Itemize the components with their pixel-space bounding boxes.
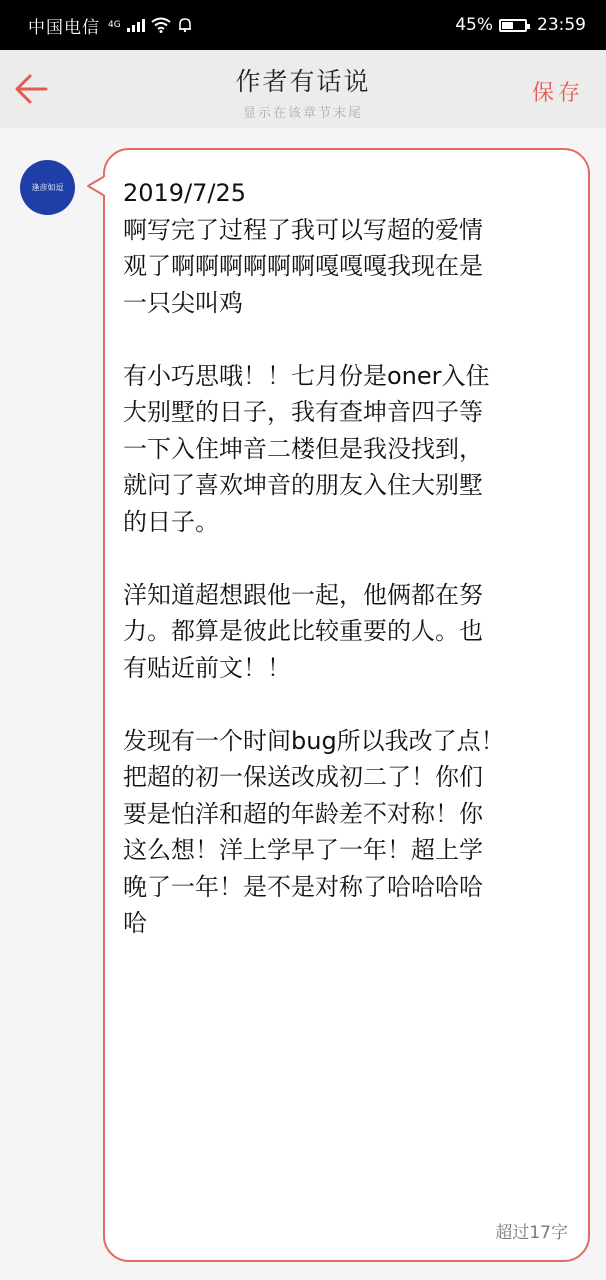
page-title: 作者有话说	[235, 67, 371, 96]
page-subtitle: 显示在该章节末尾	[242, 106, 363, 121]
note-textarea[interactable]: 2019/7/25 啊写完了过程了我可以写超的爱情 观了啊啊啊啊啊啊嘎嘎嘎我现在是 一只尖叫鸡 有小巧思哦！！七月份是oner入住 大别墅的日子，我有查坤音四子等 一下入住坤音二楼但是我没找到， 就问了喜欢坤音的朋友入住大别墅 的日子。 洋知道超想跟他一起，他俩都在努 力。都算是彼此比较重要的人。也 有贴近前文！！ 发现有一个时间bug所以我改了点！ 把超的初一保送改成初二了！你们 要是怕洋和超的年龄差不对称！你 这么想！洋上学早了一年！超上学 晚了一年！是不是对称了哈哈哈哈 哈	[123, 179, 505, 937]
battery-icon	[499, 19, 527, 32]
bubble-tail	[86, 176, 106, 196]
status-right	[455, 15, 586, 35]
status-left	[28, 13, 193, 38]
carrier-label: 中国电信	[28, 17, 100, 38]
signal-icon	[127, 18, 145, 32]
save-button[interactable]: 保存	[531, 81, 584, 106]
notification-bell-icon	[177, 17, 193, 33]
character-count: 超过17字	[495, 1223, 568, 1243]
avatar-label: 逢彦如逗	[31, 183, 64, 192]
status-bar	[0, 0, 606, 50]
network-type-label: 4G	[108, 20, 121, 30]
header-bar	[0, 50, 606, 128]
battery-percent: 45%	[455, 15, 493, 35]
avatar	[20, 160, 75, 215]
clock: 23:59	[537, 15, 586, 35]
wifi-icon	[151, 17, 171, 33]
